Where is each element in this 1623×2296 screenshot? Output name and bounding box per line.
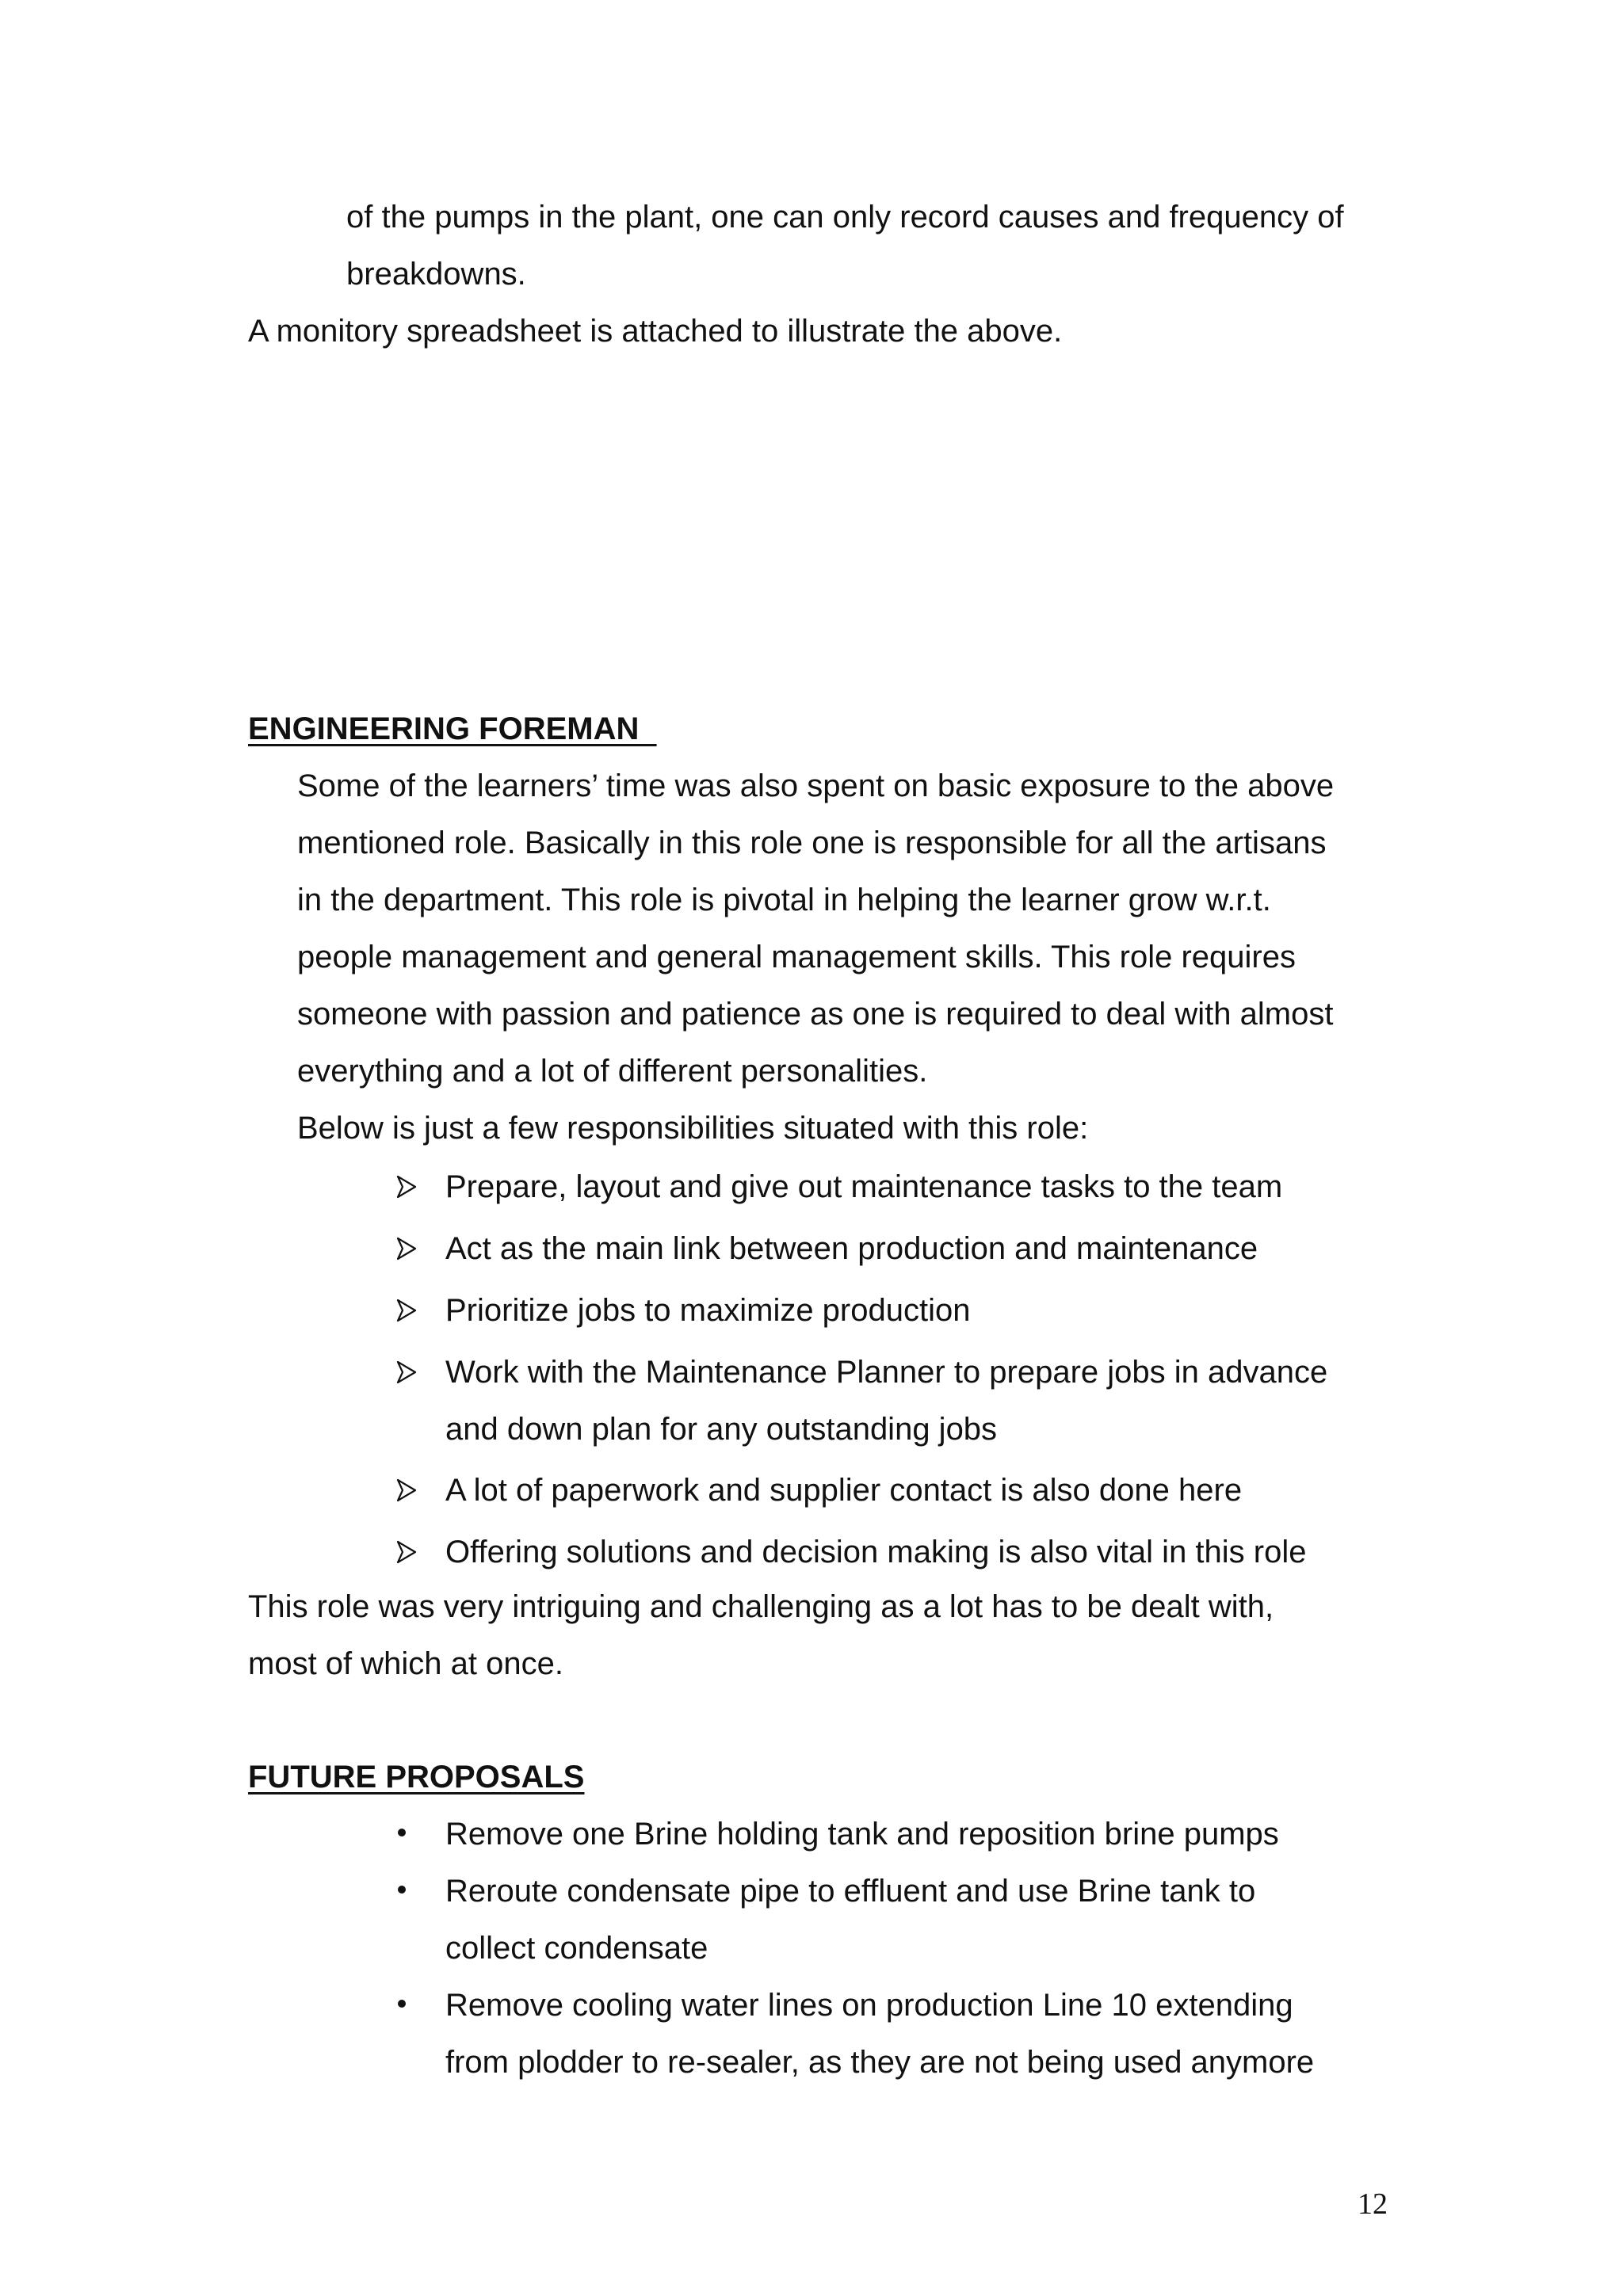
dot-bullet-icon xyxy=(398,1829,406,1836)
paragraph-line: everything and a lot of different personalities. xyxy=(297,1054,928,1089)
list-item: Prioritize jobs to maximize production xyxy=(445,1293,971,1328)
arrow-bullet-icon xyxy=(396,1478,417,1502)
list-item-continuation: and down plan for any outstanding jobs xyxy=(445,1412,998,1447)
closing-line: most of which at once. xyxy=(248,1646,563,1681)
list-item: Prepare, layout and give out maintenance tasks to the team xyxy=(445,1169,1283,1204)
dot-bullet-icon xyxy=(398,1886,406,1894)
section-heading-engineering-foreman: ENGINEERING FOREMAN xyxy=(248,711,657,746)
arrow-bullet-icon xyxy=(396,1175,417,1199)
paragraph-line: in the department. This role is pivotal in helping the learner grow w.r.t. xyxy=(297,883,1271,917)
list-item: Work with the Maintenance Planner to prepare jobs in advance xyxy=(445,1355,1328,1390)
list-item: Reroute condensate pipe to effluent and use Brine tank to xyxy=(445,1874,1256,1909)
arrow-bullet-icon xyxy=(396,1237,417,1261)
dot-bullet-icon xyxy=(398,2000,406,2008)
intro-line: A monitory spreadsheet is attached to illustrate the above. xyxy=(248,314,1063,349)
list-item: Remove cooling water lines on production Line 10 extending xyxy=(445,1988,1293,2023)
list-item-continuation: from plodder to re-sealer, as they are not being used anymore xyxy=(445,2045,1315,2080)
closing-line: This role was very intriguing and challenging as a lot has to be dealt with, xyxy=(248,1589,1274,1624)
arrow-bullet-icon xyxy=(396,1299,417,1322)
paragraph-line: Some of the learners’ time was also spent on basic exposure to the above xyxy=(297,769,1335,803)
page-number: 12 xyxy=(1358,2187,1388,2221)
arrow-bullet-icon xyxy=(396,1540,417,1564)
section-heading-future-proposals: FUTURE PROPOSALS xyxy=(248,1760,585,1794)
paragraph-line: Below is just a few responsibilities situated with this role: xyxy=(297,1111,1089,1146)
intro-line: of the pumps in the plant, one can only record causes and frequency of xyxy=(346,200,1344,235)
list-item-continuation: collect condensate xyxy=(445,1931,708,1966)
paragraph-line: mentioned role. Basically in this role one is responsible for all the artisans xyxy=(297,826,1327,860)
intro-line: breakdowns. xyxy=(346,257,526,292)
list-item: Act as the main link between production and maintenance xyxy=(445,1231,1258,1266)
list-item: Remove one Brine holding tank and reposition brine pumps xyxy=(445,1817,1279,1852)
arrow-bullet-icon xyxy=(396,1360,417,1384)
paragraph-line: someone with passion and patience as one is required to deal with almost xyxy=(297,997,1334,1032)
list-item: Offering solutions and decision making is also vital in this role xyxy=(445,1535,1307,1569)
paragraph-line: people management and general management skills. This role requires xyxy=(297,940,1296,974)
list-item: A lot of paperwork and supplier contact is also done here xyxy=(445,1473,1243,1508)
